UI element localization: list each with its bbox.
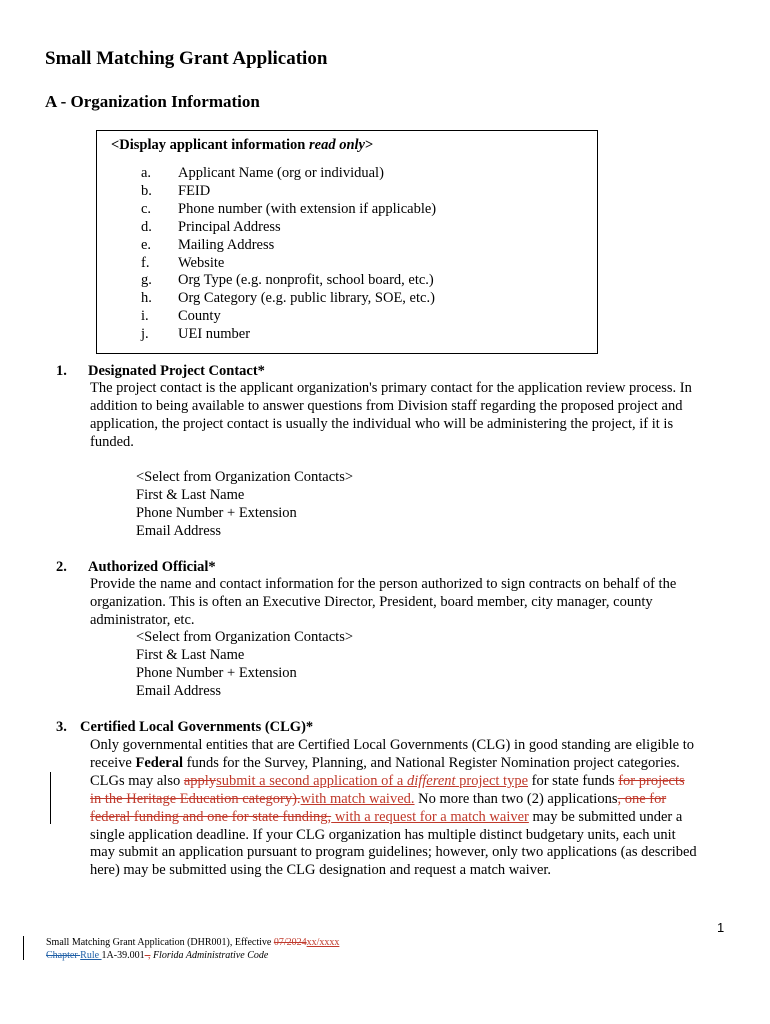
inserted-text: submit a second application of a different project type [216,772,529,789]
contact-select-placeholder: <Select from Organization Contacts> [136,629,354,645]
box-header: <Display applicant information read only> [111,137,374,153]
deleted-text: Chapter [46,950,81,961]
item-heading-clg: 3. Certified Local Governments (CLG)* [56,719,314,735]
list-item: c. Phone number (with extension if applicable) [141,200,437,217]
list-item: g. Org Type (e.g. nonprofit, school board, etc.) [141,272,434,289]
deleted-text: federal funding and one for state funding, [90,808,332,825]
deleted-text: for projects [618,772,685,789]
inserted-text: with a request for a match waiver [331,808,529,825]
document-title: Small Matching Grant Application [45,48,328,69]
page-footer: Small Matching Grant Application (DHR001), Effective 07/2024xx/xxxx Chapter Rule 1A-39.001-, Florida Administrative Code [46,937,340,961]
list-item: d. Principal Address [141,218,281,235]
list-item: e. Mailing Address [141,236,275,253]
contact-phone-field: Phone Number + Extension [136,504,297,521]
authorized-official-fields [136,629,353,701]
revision-change-bar [50,772,51,824]
applicant-info-list [141,165,436,344]
clg-description: Only governmental entities that are Certified Local Governments (CLG) in good standing are eligible to receive Federal funds for the Survey, Planning, and National Register Nomination project categories. CLGs may also applysubmit a second application of a different project type for state funds for projects in the Heritage Education category).with match waived. No more than two (2) applications, one for federal funding and one for state funding, with a request for a match waiver may be submitted under a single application deadline. If your CLG organization has multiple distinct budgetary units, each unit may submit an application pursuant to program guidelines; however, only two applications (as described here) may be submitted using the CLG designation and request a match waiver. [90,737,697,879]
contact-phone-field: Phone Number + Extension [136,664,297,681]
contact-name-field: First & Last Name [136,646,245,663]
deleted-text: -, [144,950,151,961]
list-item: f. Website [141,254,225,271]
inserted-text: Rule [80,950,102,961]
item-heading-authorized-official: 2. Authorized Official* [56,559,216,575]
inserted-text: with match waived. [300,790,415,807]
deleted-text: 07/2024 [273,937,307,948]
list-item: i. County [141,308,221,325]
deleted-text: apply [183,772,217,789]
project-contact-fields [136,469,353,541]
list-item: b. FEID [141,182,211,199]
contact-name-field: First & Last Name [136,486,245,503]
deleted-text: , one for [617,790,667,807]
list-item: h. Org Category (e.g. public library, SOE, etc.) [141,290,435,307]
authorized-official-description: Provide the name and contact information for the person authorized to sign contracts on behalf of the organization. This is often an Executive Director, President, board member, city manager, county administrator, etc. [90,576,677,628]
deleted-text: in the Heritage Education category). [90,790,301,807]
contact-email-field: Email Address [136,522,221,539]
inserted-text: xx/xxxx [306,937,340,948]
page-number: 1 [717,920,725,935]
applicant-info-box [96,130,598,354]
list-item: j. UEI number [141,326,251,343]
contact-email-field: Email Address [136,682,221,699]
section-heading-organization-information: A - Organization Information [45,92,260,111]
contact-select-placeholder: <Select from Organization Contacts> [136,469,354,485]
project-contact-description: The project contact is the applicant organization's primary contact for the application review process. In addition to being available to answer questions from Division staff regarding the proposed project and application, the project contact is usually the individual who will be administering the project, if it is funded. [90,380,692,450]
footer-change-bar [23,936,24,960]
list-item: a. Applicant Name (org or individual) [141,165,384,181]
item-heading-project-contact: 1. Designated Project Contact* [56,363,265,379]
